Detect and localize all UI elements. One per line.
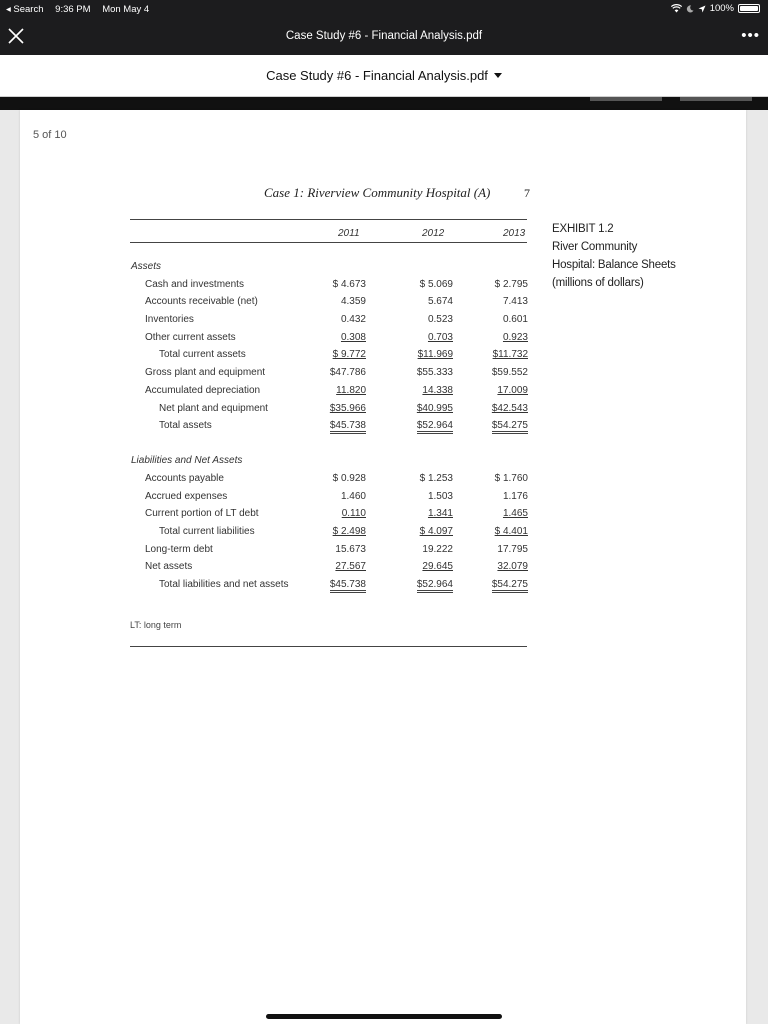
table-cell-value: $ 4.401 [494,526,528,537]
chevron-down-icon [494,73,502,78]
moon-icon [686,5,694,13]
table-cell: 1.503 [427,491,453,502]
year-header-2012: 2012 [422,228,445,239]
table-cell: 15.673 [335,544,366,555]
table-cell-value: $ 9.772 [332,349,366,360]
table-cell: 1.176 [502,491,528,502]
document-title-label: Case Study #6 - Financial Analysis.pdf [266,68,488,83]
table-cell: $ 5.069 [419,279,453,290]
table-cell [403,385,453,396]
table-top-rule [130,219,527,220]
table-row-label: Long-term debt [145,544,213,555]
table-cell [478,385,528,396]
table-cell [403,403,453,414]
window-title: Case Study #6 - Financial Analysis.pdf [285,30,483,42]
liabilities-section-label: Liabilities and Net Assets [131,455,243,466]
table-cell [478,561,528,572]
table-cell: $ 1.253 [419,473,453,484]
table-cell-value: 0.923 [502,332,528,343]
table-row-label: Current portion of LT debt [145,508,259,519]
toolbar-band-segment [680,97,752,101]
page-counter: 5 of 10 [33,129,67,141]
table-cell: 4.359 [340,296,366,307]
table-cell-value: 1.465 [502,508,528,519]
table-cell [316,349,366,360]
exhibit-number: EXHIBIT 1.2 [552,223,614,235]
table-row-label: Accrued expenses [145,491,228,502]
table-cell-value: $11.969 [417,349,453,360]
table-cell [403,579,453,590]
table-cell [403,332,453,343]
table-cell [478,508,528,519]
status-bar-left [6,4,158,15]
more-options-icon[interactable]: ••• [741,27,760,44]
table-cell: 19.222 [422,544,453,555]
table-cell: $59.552 [491,367,528,378]
table-cell: $ 2.795 [494,279,528,290]
table-row-label: Net plant and equipment [159,403,268,414]
table-cell-value: 32.079 [497,561,528,572]
table-cell: 5.674 [427,296,453,307]
table-cell [316,508,366,519]
table-cell-value: $52.964 [417,579,453,593]
table-row-label: Total liabilities and net assets [159,579,289,590]
table-cell-value: 27.567 [335,561,366,572]
table-cell: $ 0.928 [332,473,366,484]
table-cell: $ 1.760 [494,473,528,484]
document-title-dropdown[interactable] [0,68,768,83]
year-header-2011: 2011 [338,228,360,239]
table-cell [316,420,366,431]
table-row-label: Accounts receivable (net) [145,296,258,307]
table-row-label: Cash and investments [145,279,244,290]
exhibit-caption [552,220,702,292]
year-header-2013: 2013 [503,228,526,239]
table-cell [403,561,453,572]
table-cell-value: $40.995 [416,403,453,414]
exhibit-title-line2: Hospital: Balance Sheets [552,259,676,271]
status-time: 9:36 PM [55,4,91,15]
status-bar-right [671,3,760,14]
table-cell-value: $35.966 [329,403,366,414]
table-cell-value: $ 2.498 [332,526,366,537]
exhibit-title-line1: River Community [552,241,638,253]
table-cell: 0.432 [340,314,366,325]
table-cell [403,508,453,519]
table-cell-value: 29.645 [422,561,453,572]
table-cell [316,332,366,343]
table-cell [403,420,453,431]
table-cell: $55.333 [416,367,453,378]
table-cell: 0.601 [502,314,528,325]
table-cell [316,385,366,396]
wifi-icon [671,4,682,13]
table-cell [316,403,366,414]
home-indicator[interactable] [266,1014,502,1019]
battery-icon [738,4,760,13]
table-row-label: Accumulated depreciation [145,385,261,396]
toolbar-band [0,97,768,110]
table-cell [478,332,528,343]
table-cell-value: 0.110 [341,508,366,519]
table-cell: $ 4.673 [332,279,366,290]
table-row-label: Net assets [145,561,193,572]
table-cell-value: 14.338 [422,385,453,396]
table-row-label: Total current liabilities [159,526,255,537]
table-cell [403,526,453,537]
table-cell-value: $ 4.097 [419,526,453,537]
back-to-search-link[interactable]: ◂ Search [6,4,44,15]
table-cell: 1.460 [340,491,366,502]
document-header [0,55,768,97]
page-number: 7 [524,186,530,200]
table-cell-value: $42.543 [491,403,528,414]
table-row-label: Accounts payable [145,473,224,484]
running-head: Case 1: Riverview Community Hospital (A) [264,185,491,200]
table-cell-value: 17.009 [497,385,528,396]
table-cell [403,349,453,360]
table-cell [316,579,366,590]
footnote: LT: long term [130,620,182,630]
battery-fill [740,6,758,11]
table-row-label: Gross plant and equipment [145,367,266,378]
toolbar-band-segment [590,97,662,101]
table-cell-value: 11.820 [336,385,366,396]
table-cell [478,349,528,360]
assets-section-label: Assets [131,261,162,272]
table-cell: 0.523 [427,314,453,325]
table-header-rule [130,242,527,243]
table-row-label: Total assets [159,420,212,431]
table-cell-value: $45.738 [330,579,366,593]
table-row-label: Total current assets [159,349,246,360]
table-cell-value: $54.275 [492,420,528,434]
table-cell [316,561,366,572]
table-row-label: Other current assets [145,332,236,343]
table-cell: 7.413 [502,296,528,307]
table-cell [316,526,366,537]
table-cell [478,526,528,537]
table-cell-value: $11.732 [492,349,528,360]
table-cell-value: 0.703 [427,332,453,343]
table-cell-value: 0.308 [340,332,366,343]
table-cell: $47.786 [329,367,366,378]
battery-percentage: 100% [709,3,734,14]
location-arrow-icon [698,5,706,13]
table-cell [478,420,528,431]
table-cell-value: $45.738 [330,420,366,434]
table-bottom-rule [130,646,527,647]
exhibit-units: (millions of dollars) [552,277,644,289]
status-bar [0,0,768,18]
app-title-bar [0,18,768,55]
table-cell [478,579,528,590]
table-cell [478,403,528,414]
table-cell-value: $52.964 [417,420,453,434]
table-cell-value: 1.341 [427,508,453,519]
table-cell-value: $54.275 [492,579,528,593]
status-date: Mon May 4 [102,4,150,15]
table-row-label: Inventories [145,314,194,325]
table-cell: 17.795 [497,544,528,555]
